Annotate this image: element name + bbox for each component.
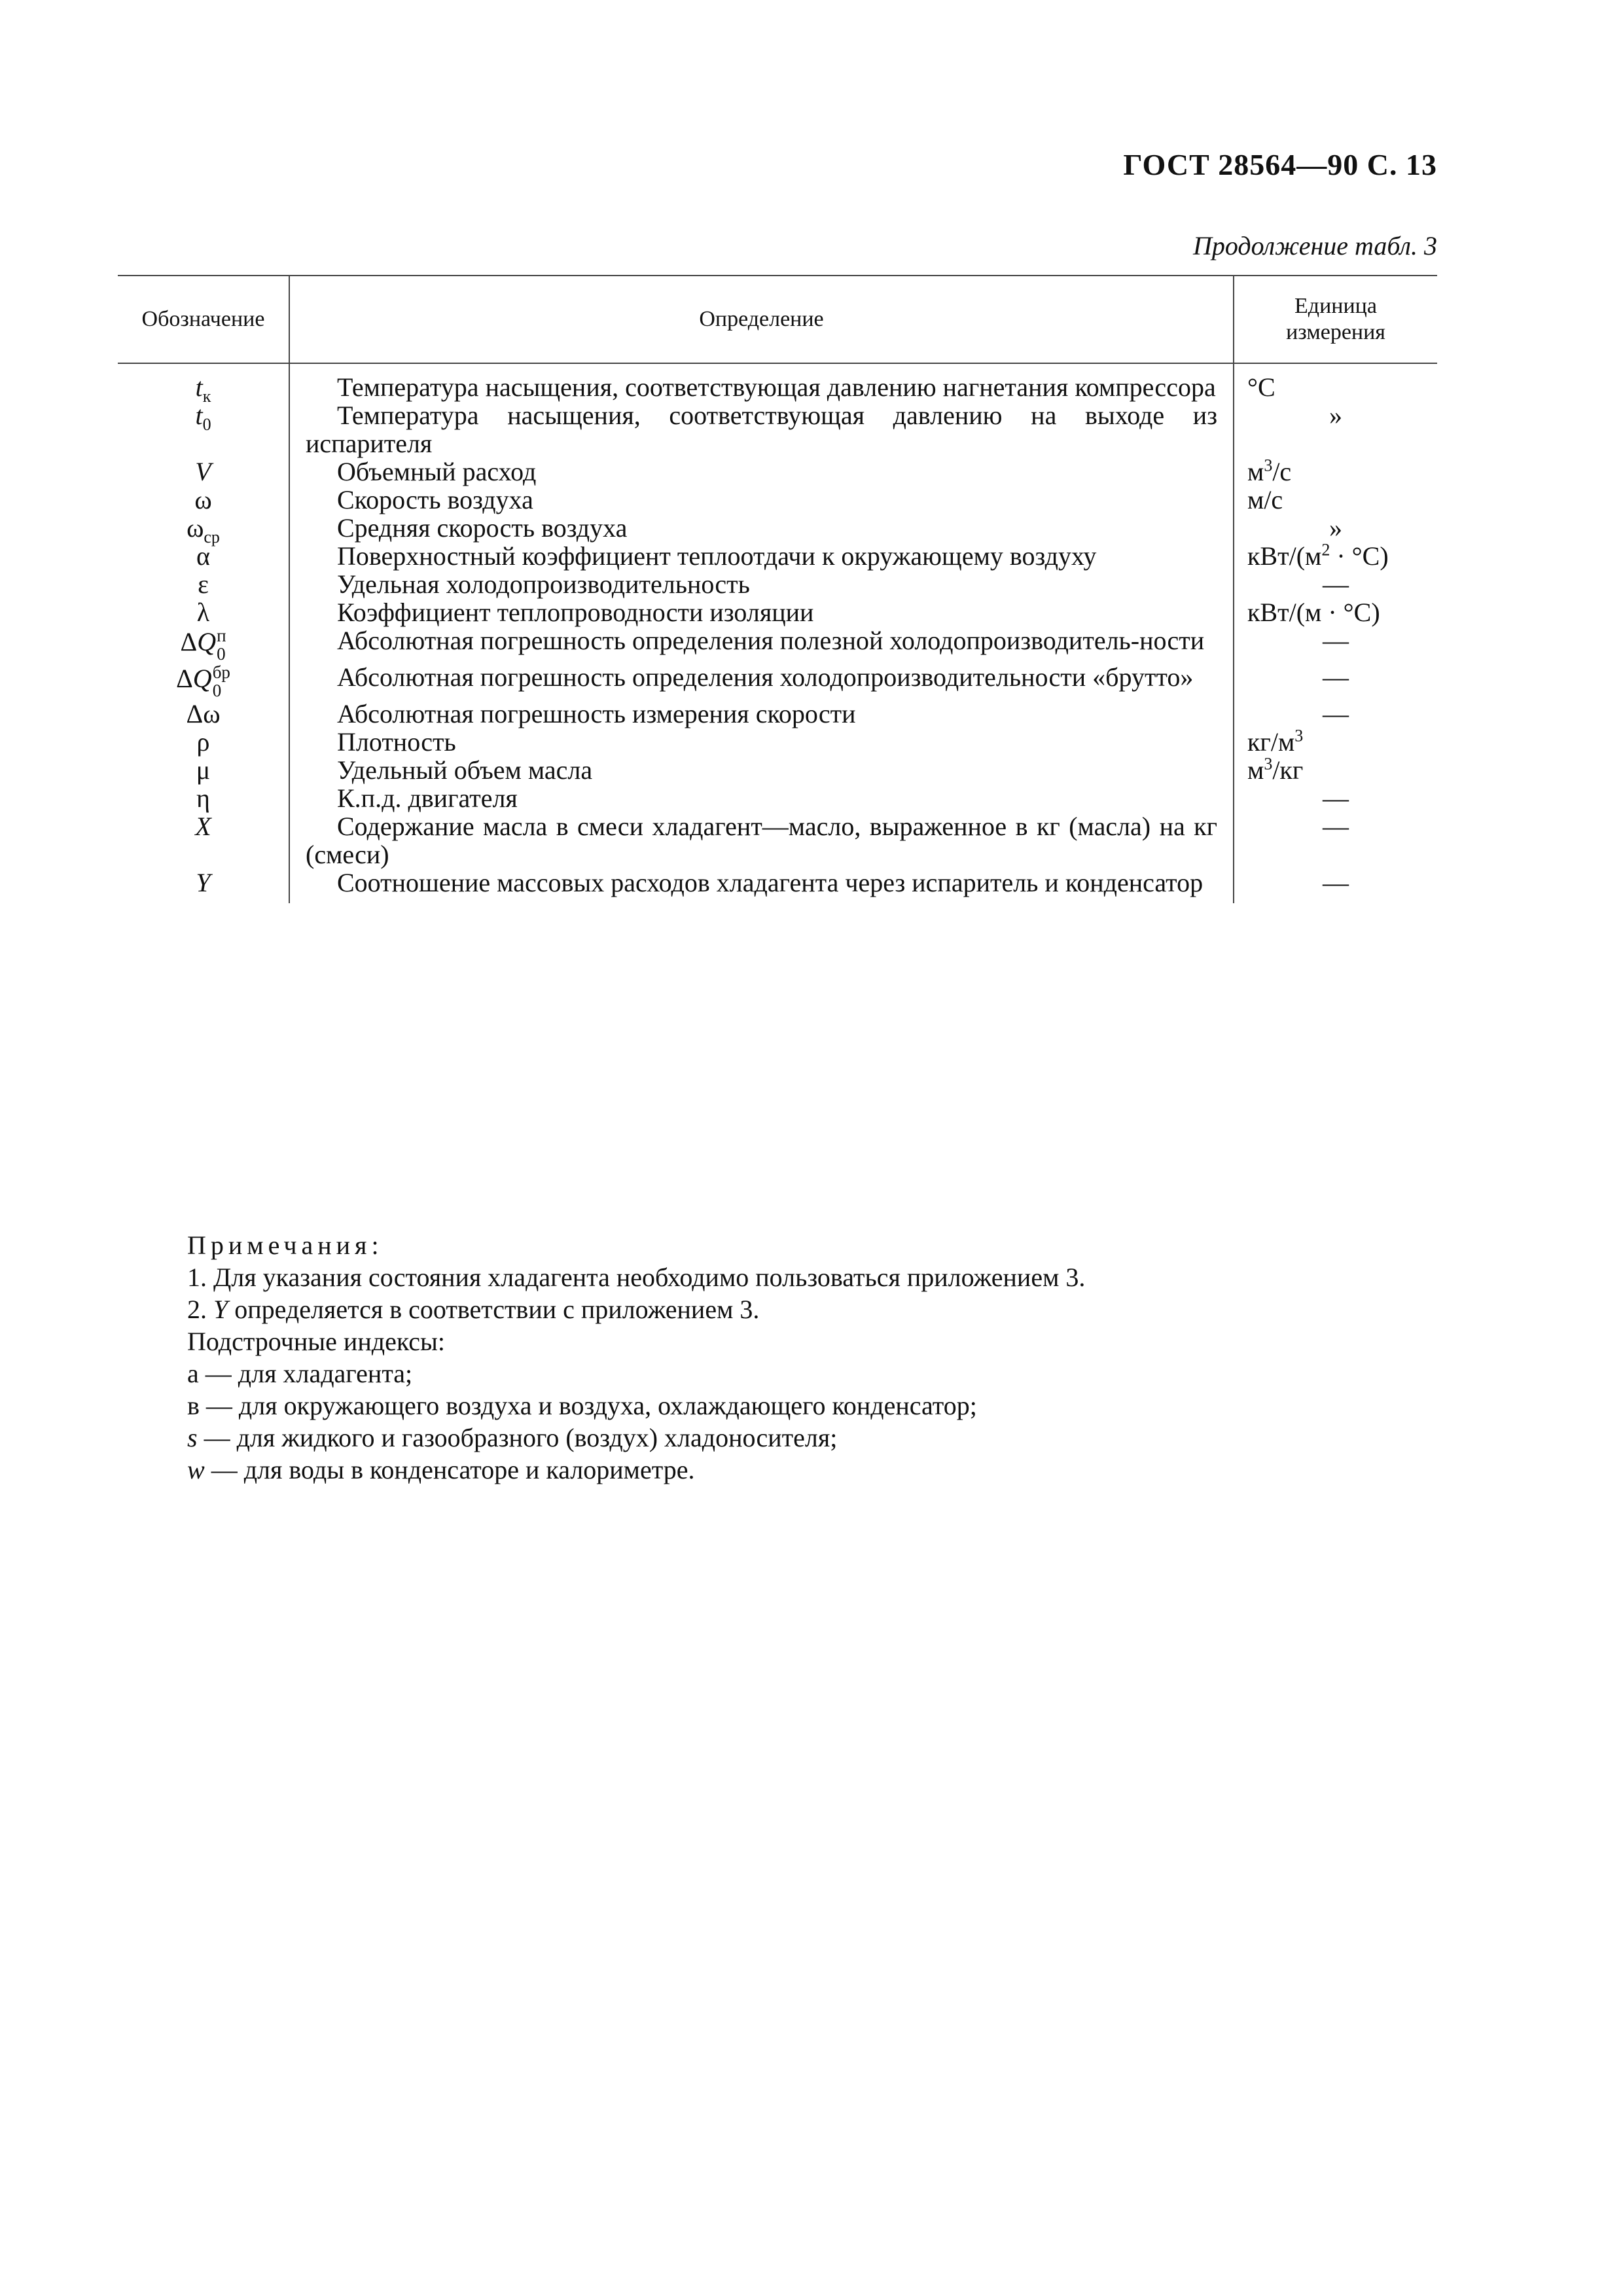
column-header-unit: Единица измерения — [1234, 276, 1437, 363]
notes-section — [187, 1229, 1431, 1486]
unit-cell — [1234, 457, 1437, 486]
table-row — [118, 784, 1437, 812]
subscript-key: а — [187, 1359, 199, 1388]
unit-text: — — [1323, 783, 1349, 813]
definition-text: Абсолютная погрешность измерения скорости — [337, 699, 856, 728]
note-item: 2. Y определяется в соответствии с приложением 3. — [187, 1295, 760, 1324]
symbol-text: t — [195, 401, 203, 430]
definition-text: Средняя скорость воздуха — [337, 513, 628, 543]
symbol-cell — [118, 363, 289, 406]
subscript-text: — для воды в конденсаторе и калориметре. — [204, 1455, 695, 1484]
unit-text: — — [1323, 626, 1349, 655]
definition-cell — [289, 728, 1234, 756]
symbol-cell — [118, 700, 289, 728]
unit-cell — [1234, 812, 1437, 869]
symbol-text: λ — [196, 598, 210, 627]
unit-cell — [1234, 401, 1437, 457]
symbol-text: ε — [198, 569, 209, 599]
symbol-cell — [118, 869, 289, 903]
definition-text: Плотность — [337, 727, 456, 757]
symbol-superscript: бр — [212, 662, 230, 682]
symbol-cell — [118, 598, 289, 626]
unit-superscript: 3 — [1264, 754, 1273, 774]
definition-text: Температура насыщения, соответствующая давлению нагнетания компрессора — [337, 372, 1216, 402]
table-row — [118, 728, 1437, 756]
unit-text: » — [1329, 513, 1342, 543]
subscript-text: — для жидкого и газообразного (воздух) хладоносителя; — [197, 1423, 838, 1452]
definition-cell — [289, 700, 1234, 728]
unit-cell — [1234, 363, 1437, 401]
definition-text: Коэффициент теплопроводности изоляции — [337, 598, 814, 627]
unit-text: кВт/(м — [1247, 541, 1322, 571]
table-row — [118, 363, 1437, 401]
symbol-text: μ — [196, 755, 211, 785]
table-row — [118, 626, 1437, 663]
symbol-text: Δω — [186, 699, 221, 728]
symbol-text: ω — [194, 485, 212, 514]
notes-title: Примечания: — [187, 1230, 383, 1260]
definition-text: Абсолютная погрешность определения холодопроизводительности «брутто» — [337, 662, 1194, 692]
symbol-subscript: ср — [204, 528, 220, 547]
definition-cell — [289, 812, 1234, 869]
definition-cell — [289, 598, 1234, 626]
symbol-subscript: 0 — [212, 681, 222, 700]
symbol-subscript: 0 — [202, 415, 211, 434]
symbol-text: t — [195, 372, 203, 402]
definition-text: Объемный расход — [337, 457, 537, 486]
unit-text: · °С) — [1330, 541, 1389, 571]
unit-text: — — [1323, 699, 1349, 728]
table-row — [118, 663, 1437, 700]
definition-cell — [289, 570, 1234, 598]
subscripts-list — [187, 1357, 1431, 1486]
unit-text: /с — [1272, 457, 1292, 486]
table-row — [118, 457, 1437, 486]
definition-text: К.п.д. двигателя — [337, 783, 518, 813]
symbol-cell — [118, 728, 289, 756]
symbol-text: V — [195, 457, 211, 486]
unit-superscript: 3 — [1264, 456, 1273, 475]
symbol-text: Q — [197, 627, 217, 657]
unit-superscript: 2 — [1321, 540, 1330, 560]
subscript-item — [187, 1357, 1431, 1390]
subscript-item — [187, 1454, 1431, 1486]
subscript-text: — для хладагента; — [198, 1359, 413, 1388]
unit-cell — [1234, 514, 1437, 542]
unit-text: /кг — [1272, 755, 1304, 785]
symbol-text: ω — [187, 513, 204, 543]
unit-text: — — [1323, 662, 1349, 692]
table-row — [118, 598, 1437, 626]
definition-text: Скорость воздуха — [337, 485, 533, 514]
table-row — [118, 486, 1437, 514]
unit-cell — [1234, 756, 1437, 784]
symbol-cell — [118, 570, 289, 598]
symbol-text: X — [195, 812, 211, 841]
symbol-cell — [118, 513, 289, 547]
definition-text: Содержание масла в смеси хладагент—масло, выраженное в кг (масла) на кг (смеси) — [306, 812, 1217, 869]
definition-cell — [289, 756, 1234, 784]
unit-text: — — [1323, 569, 1349, 599]
unit-cell — [1234, 542, 1437, 570]
symbol-indices — [213, 663, 230, 700]
page-header: ГОСТ 28564—90 С. 13 — [1123, 148, 1437, 181]
definition-cell — [289, 869, 1234, 903]
table-row — [118, 514, 1437, 542]
definition-cell — [289, 401, 1234, 457]
unit-text: м — [1247, 457, 1264, 486]
symbol-cell — [118, 486, 289, 514]
unit-text: — — [1323, 868, 1349, 897]
unit-text: м — [1247, 755, 1264, 785]
unit-cell — [1234, 570, 1437, 598]
unit-cell — [1234, 784, 1437, 812]
symbol-subscript: к — [202, 387, 211, 406]
unit-cell — [1234, 700, 1437, 728]
unit-cell — [1234, 663, 1437, 700]
symbol-text: Q — [192, 664, 212, 694]
definition-cell — [289, 784, 1234, 812]
unit-text: °C — [1247, 372, 1275, 402]
unit-text: » — [1329, 401, 1342, 430]
symbols-table — [118, 275, 1437, 903]
symbol-cell — [118, 812, 289, 869]
definition-cell — [289, 542, 1234, 570]
definition-cell — [289, 363, 1234, 401]
definition-text: Удельный объем масла — [337, 755, 593, 785]
symbol-indices — [217, 626, 226, 663]
unit-cell — [1234, 486, 1437, 514]
table-row — [118, 812, 1437, 869]
definition-text: Абсолютная погрешность определения полезной холодопроизводитель-ности — [337, 626, 1205, 655]
column-header-definition: Определение — [289, 276, 1234, 363]
unit-cell — [1234, 598, 1437, 626]
symbol-cell — [118, 756, 289, 784]
symbol-text: Y — [196, 868, 211, 897]
subscript-item — [187, 1390, 1431, 1422]
symbol-cell — [118, 542, 289, 570]
table-continuation-label: Продолжение табл. 3 — [1192, 231, 1437, 260]
symbol-text: η — [196, 783, 210, 813]
unit-superscript: 3 — [1294, 726, 1304, 745]
symbol-text: α — [196, 541, 210, 571]
unit-text: м/с — [1247, 485, 1283, 514]
subscripts-title: Подстрочные индексы: — [187, 1327, 446, 1356]
unit-text: кг/м — [1247, 727, 1295, 757]
table-row — [118, 401, 1437, 457]
definition-cell — [289, 514, 1234, 542]
symbol-cell — [118, 784, 289, 812]
unit-cell — [1234, 869, 1437, 903]
table-row — [118, 700, 1437, 728]
subscript-key: w — [187, 1455, 205, 1484]
column-header-symbol: Обозначение — [118, 276, 289, 363]
definition-text: Удельная холодопроизводительность — [337, 569, 750, 599]
definition-text: Соотношение массовых расходов хладагента через испаритель и конденсатор — [337, 868, 1204, 897]
table-row — [118, 570, 1437, 598]
subscript-item — [187, 1422, 1431, 1454]
symbol-cell — [118, 401, 289, 457]
definition-cell — [289, 663, 1234, 700]
symbol-cell — [118, 457, 289, 486]
definition-cell — [289, 626, 1234, 663]
note-item: 1. Для указания состояния хладагента необходимо пользоваться приложением 3. — [187, 1263, 1086, 1292]
table-row — [118, 542, 1437, 570]
unit-cell — [1234, 626, 1437, 663]
unit-cell — [1234, 728, 1437, 756]
symbol-text: ρ — [196, 727, 210, 757]
symbol-subscript: 0 — [217, 644, 226, 664]
subscript-text: — для окружающего воздуха и воздуха, охлаждающего конденсатор; — [199, 1391, 977, 1420]
definition-cell — [289, 457, 1234, 486]
subscript-key: в — [187, 1391, 200, 1420]
definition-cell — [289, 486, 1234, 514]
definition-text: Температура насыщения, соответствующая давлению на выходе из испарителя — [306, 401, 1217, 458]
table-row — [118, 869, 1437, 903]
definition-text: Поверхностный коэффициент теплоотдачи к окружающему воздуху — [337, 541, 1097, 571]
symbol-cell: ΔQ бр 0 — [176, 662, 230, 700]
unit-text: — — [1323, 812, 1349, 841]
table-header-row — [118, 276, 1437, 363]
subscript-key: s — [187, 1423, 198, 1452]
table-row — [118, 756, 1437, 784]
unit-text: кВт/(м · °С) — [1247, 598, 1380, 627]
symbol-superscript: п — [217, 626, 226, 645]
symbol-cell: ΔQ п 0 — [180, 626, 226, 664]
